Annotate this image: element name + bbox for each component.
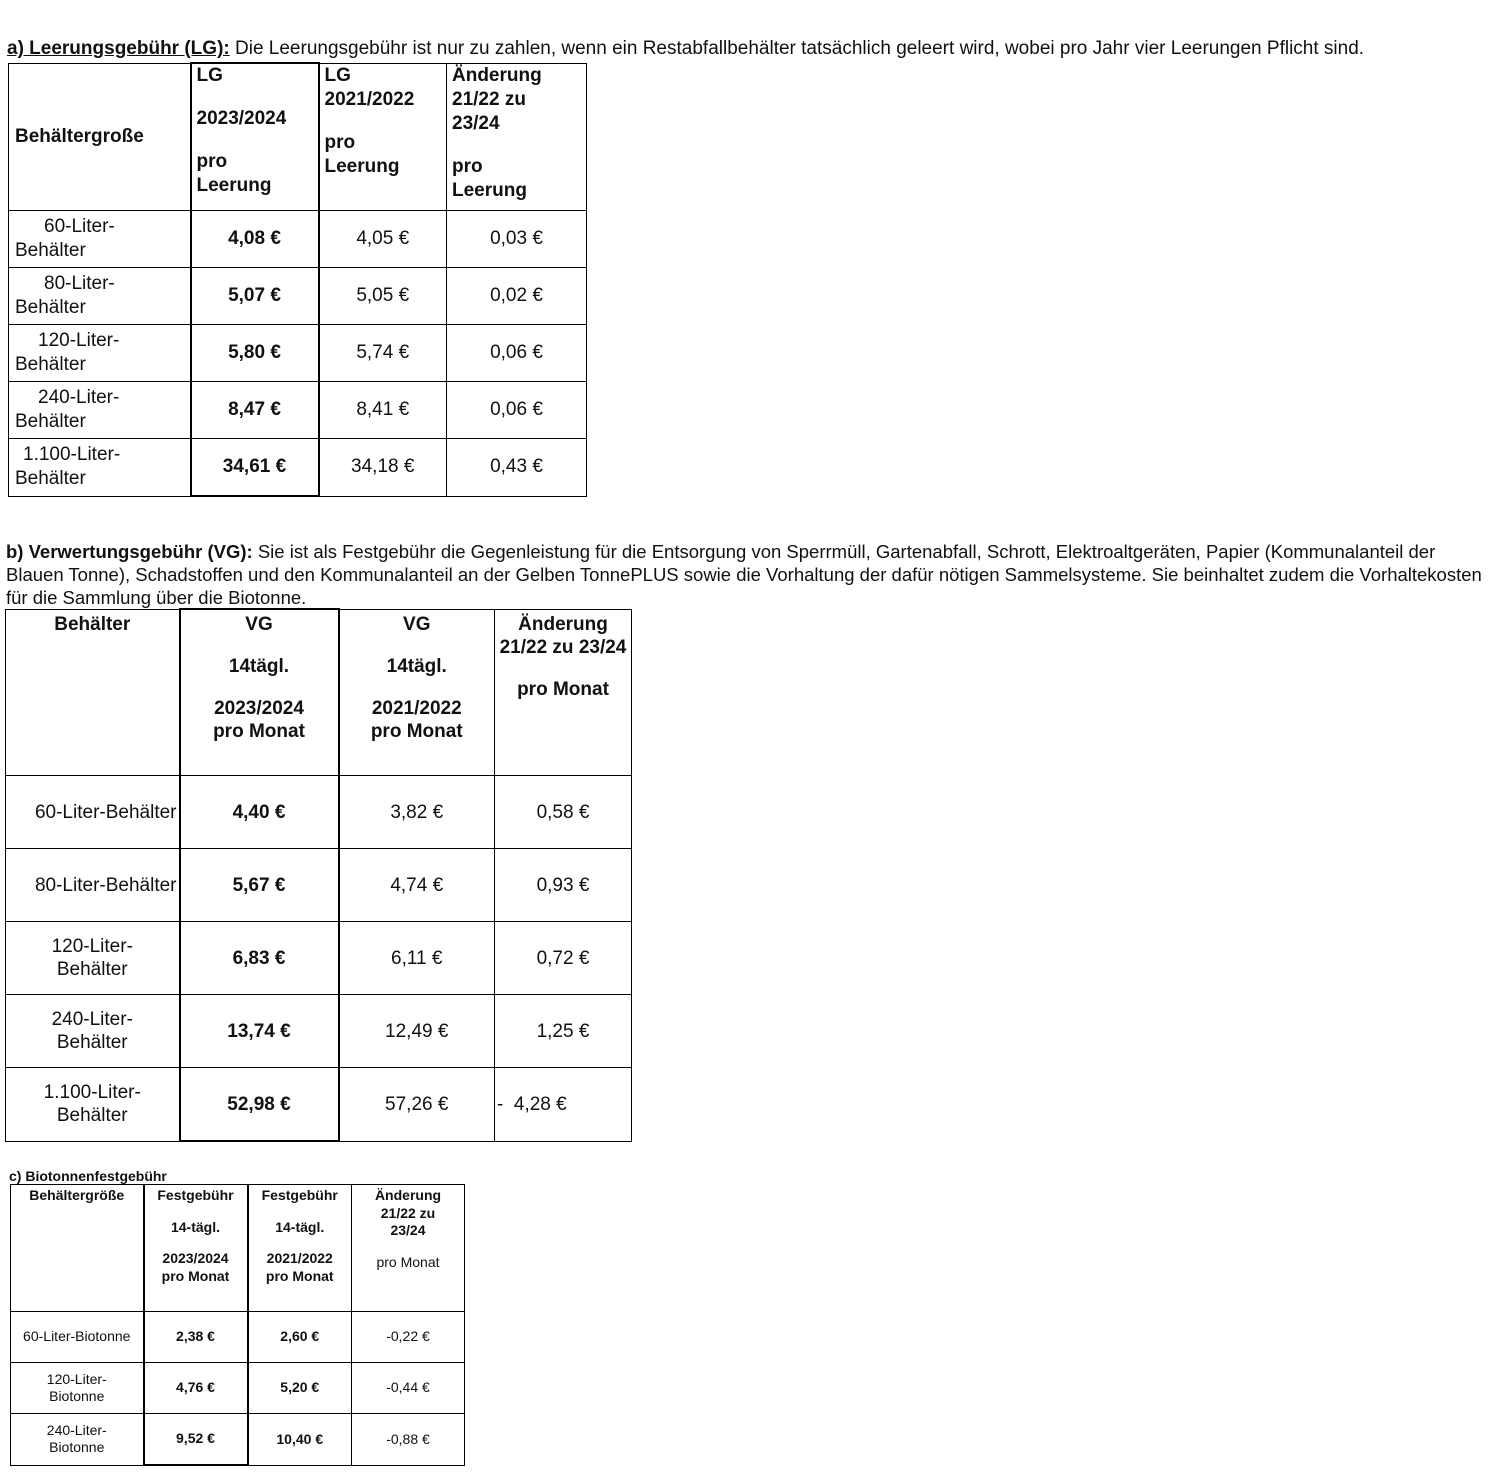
header-change: Änderung 21/22 zu 23/24 pro Monat bbox=[495, 609, 632, 776]
leerungsgebuehr-table bbox=[8, 62, 587, 497]
row-size: 120-Liter- Biotonne bbox=[11, 1363, 144, 1414]
table-row bbox=[6, 1068, 632, 1142]
row-vg-2324: 52,98 € bbox=[180, 1068, 339, 1142]
row-vg-2324: 13,74 € bbox=[180, 995, 339, 1068]
header-vg-2324: VG 14tägl. 2023/2024 pro Monat bbox=[180, 609, 339, 776]
row-fg-2324: 4,76 € bbox=[144, 1363, 248, 1414]
row-lg-2324: 8,47 € bbox=[191, 382, 319, 439]
row-vg-2324: 4,40 € bbox=[180, 776, 339, 849]
section-a-intro bbox=[7, 38, 1364, 60]
header-lg-2122: LG 2021/2022 pro Leerung bbox=[319, 63, 447, 211]
table-header-row bbox=[11, 1185, 465, 1312]
row-lg-2122: 8,41 € bbox=[319, 382, 447, 439]
row-size: 1.100-Liter- Behälter bbox=[6, 1068, 180, 1142]
row-size: 60-Liter- Behälter bbox=[9, 211, 191, 268]
table-row bbox=[9, 382, 587, 439]
row-size: 80-Liter- Behälter bbox=[9, 268, 191, 325]
row-fg-2122: 10,40 € bbox=[248, 1414, 352, 1466]
row-change: -0,88 € bbox=[352, 1414, 465, 1466]
table-header-row bbox=[9, 63, 587, 211]
row-lg-2324: 5,80 € bbox=[191, 325, 319, 382]
row-lg-2122: 34,18 € bbox=[319, 439, 447, 497]
row-vg-2324: 6,83 € bbox=[180, 922, 339, 995]
row-change: -0,22 € bbox=[352, 1312, 465, 1363]
row-size: 240-Liter- Biotonne bbox=[11, 1414, 144, 1466]
header-change: Änderung 21/22 zu 23/24 pro Leerung bbox=[447, 63, 587, 211]
row-change: 0,02 € bbox=[447, 268, 587, 325]
row-vg-2122: 6,11 € bbox=[339, 922, 495, 995]
section-b-label: b) Verwertungsgebühr (VG): bbox=[6, 541, 253, 562]
header-size: Behältergröße bbox=[11, 1185, 144, 1312]
row-fg-2122: 2,60 € bbox=[248, 1312, 352, 1363]
table-row bbox=[9, 268, 587, 325]
row-change: -0,44 € bbox=[352, 1363, 465, 1414]
header-change: Änderung 21/22 zu 23/24 pro Monat bbox=[352, 1185, 465, 1312]
row-vg-2324: 5,67 € bbox=[180, 849, 339, 922]
table-row bbox=[11, 1414, 465, 1466]
row-fg-2324: 2,38 € bbox=[144, 1312, 248, 1363]
table-row bbox=[6, 849, 632, 922]
row-vg-2122: 4,74 € bbox=[339, 849, 495, 922]
row-size: 60-Liter-Biotonne bbox=[11, 1312, 144, 1363]
section-b-intro bbox=[6, 540, 1496, 609]
table-row bbox=[6, 776, 632, 849]
biotonnen-table bbox=[10, 1184, 465, 1466]
header-lg-2324: LG 2023/2024 pro Leerung bbox=[191, 63, 319, 211]
table-row bbox=[11, 1363, 465, 1414]
row-lg-2122: 5,74 € bbox=[319, 325, 447, 382]
row-size: 120-Liter- Behälter bbox=[6, 922, 180, 995]
row-change: 0,06 € bbox=[447, 382, 587, 439]
row-lg-2324: 34,61 € bbox=[191, 439, 319, 497]
row-vg-2122: 57,26 € bbox=[339, 1068, 495, 1142]
row-lg-2324: 4,08 € bbox=[191, 211, 319, 268]
header-size: Behälter bbox=[6, 609, 180, 776]
row-change: 0,72 € bbox=[495, 922, 632, 995]
row-vg-2122: 12,49 € bbox=[339, 995, 495, 1068]
verwertungsgebuehr-table bbox=[5, 608, 632, 1142]
section-a-label: a) Leerungsgebühr (LG): bbox=[7, 38, 230, 59]
row-fg-2122: 5,20 € bbox=[248, 1363, 352, 1414]
row-change: 0,93 € bbox=[495, 849, 632, 922]
row-size: 240-Liter- Behälter bbox=[6, 995, 180, 1068]
table-header-row bbox=[6, 609, 632, 776]
section-c-title: c) Biotonnenfestgebühr bbox=[9, 1168, 167, 1184]
row-size: 120-Liter- Behälter bbox=[9, 325, 191, 382]
row-change: 0,43 € bbox=[447, 439, 587, 497]
row-fg-2324: 9,52 € bbox=[144, 1414, 248, 1466]
table-row bbox=[9, 211, 587, 268]
row-lg-2122: 4,05 € bbox=[319, 211, 447, 268]
table-row bbox=[9, 439, 587, 497]
row-change: 1,25 € bbox=[495, 995, 632, 1068]
table-row bbox=[6, 995, 632, 1068]
table-row bbox=[6, 922, 632, 995]
row-vg-2122: 3,82 € bbox=[339, 776, 495, 849]
header-vg-2122: VG 14tägl. 2021/2022 pro Monat bbox=[339, 609, 495, 776]
section-a-text: Die Leerungsgebühr ist nur zu zahlen, wenn ein Restabfallbehälter tatsächlich geleert wird, wobei pro Jahr vier Leerungen Pflicht sind. bbox=[229, 38, 1365, 59]
header-fg-2324: Festgebühr 14-tägl. 2023/2024 pro Monat bbox=[144, 1185, 248, 1312]
section-b-text: Sie ist als Festgebühr die Gegenleistung für die Entsorgung von Sperrmüll, Gartenabfall, Schrott, Elektroaltgeräten, Papier (Kommunalanteil der Blauen Tonne), Schadstoffen und den Kommunalanteil an der Gelben TonnePLUS sowie die Vorhaltung der dafür nötigen Sammelsysteme. Sie beinhaltet zudem die Vorhaltekosten für die Sammlung über die Biotonne. bbox=[6, 541, 1482, 608]
row-size: 80-Liter-Behälter bbox=[6, 849, 180, 922]
table-row bbox=[11, 1312, 465, 1363]
row-size: 240-Liter- Behälter bbox=[9, 382, 191, 439]
header-fg-2122: Festgebühr 14-tägl. 2021/2022 pro Monat bbox=[248, 1185, 352, 1312]
row-change: - 4,28 € bbox=[495, 1068, 632, 1142]
row-size: 60-Liter-Behälter bbox=[6, 776, 180, 849]
row-change: 0,06 € bbox=[447, 325, 587, 382]
row-lg-2122: 5,05 € bbox=[319, 268, 447, 325]
row-lg-2324: 5,07 € bbox=[191, 268, 319, 325]
row-size: 1.100-Liter- Behälter bbox=[9, 439, 191, 497]
table-row bbox=[9, 325, 587, 382]
row-change: 0,58 € bbox=[495, 776, 632, 849]
row-change: 0,03 € bbox=[447, 211, 587, 268]
header-size: Behältergroße bbox=[9, 63, 191, 211]
